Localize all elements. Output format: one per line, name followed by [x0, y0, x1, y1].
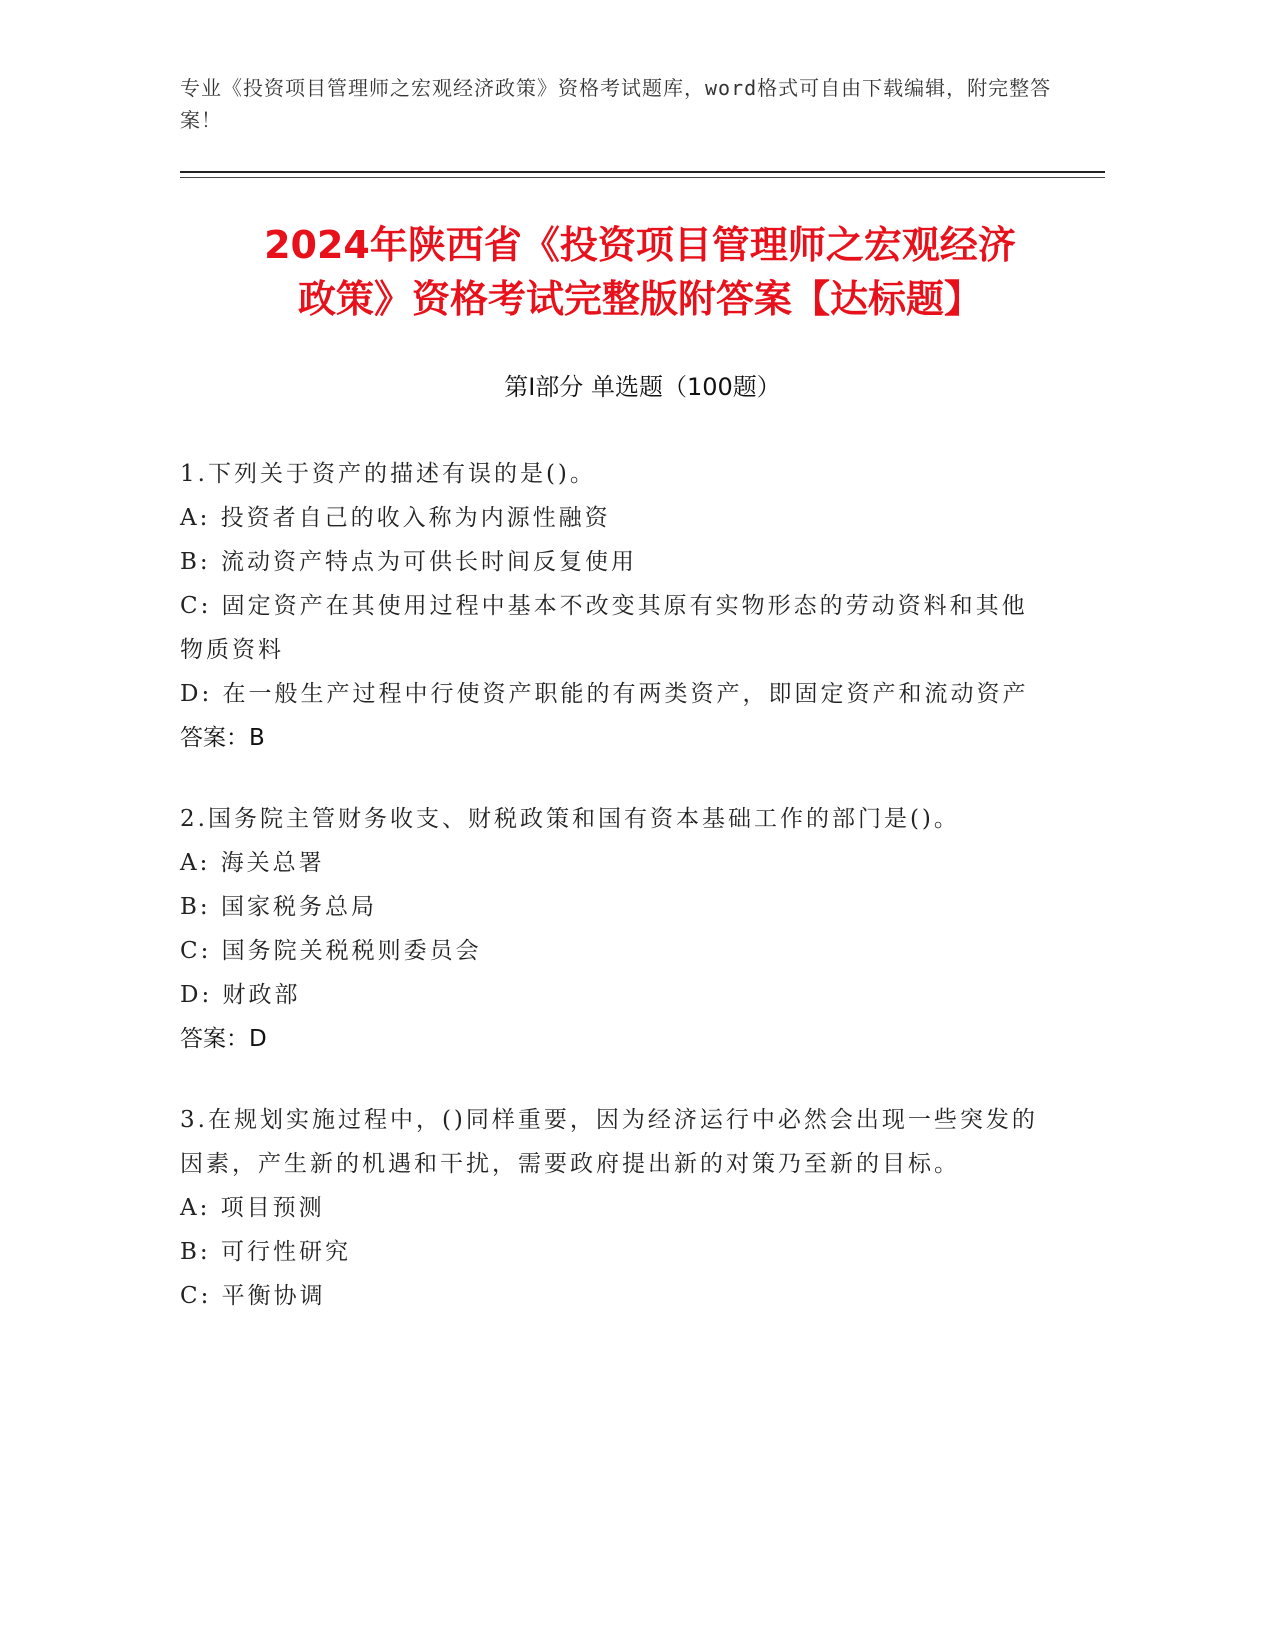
header-note: 专业《投资项目管理师之宏观经济政策》资格考试题库，word格式可自由下载编辑，附完整答案！	[180, 76, 1052, 132]
option-c: C: 固定资产在其使用过程中基本不改变其原有实物形态的劳动资料和其他物质资料	[180, 593, 1028, 663]
option-a: A: 项目预测	[180, 1195, 325, 1221]
option-c: C: 国务院关税税则委员会	[180, 938, 482, 964]
option-d: D: 财政部	[180, 982, 301, 1008]
option-b: B: 国家税务总局	[180, 894, 377, 920]
header-divider-thick	[180, 171, 1105, 173]
question-stem: 1.下列关于资产的描述有误的是()。	[180, 461, 596, 487]
question-list	[180, 452, 1040, 1355]
option-b: B: 可行性研究	[180, 1239, 351, 1265]
option-a: A: 海关总署	[180, 850, 325, 876]
option-b: B: 流动资产特点为可供长时间反复使用	[180, 549, 637, 575]
question-2	[180, 797, 1040, 1061]
section-title: 第I部分 单选题（100题）	[504, 373, 781, 401]
title-line-1: 2024年陕西省《投资项目管理师之宏观经济	[264, 223, 1016, 267]
title-line-2: 政策》资格考试完整版附答案【达标题】	[297, 277, 982, 321]
answer-line: 答案：B	[180, 725, 265, 751]
question-3	[180, 1098, 1040, 1318]
option-d: D: 在一般生产过程中行使资产职能的有两类资产，即固定资产和流动资产	[180, 681, 1029, 707]
question-stem: 3.在规划实施过程中，()同样重要，因为经济运行中必然会出现一些突发的因素，产生新的机遇和干扰，需要政府提出新的对策乃至新的目标。	[180, 1107, 1038, 1177]
document-title	[140, 218, 1140, 326]
answer-line: 答案：D	[180, 1026, 267, 1052]
option-c: C: 平衡协调	[180, 1283, 326, 1309]
question-1	[180, 452, 1040, 760]
question-stem: 2.国务院主管财务收支、财税政策和国有资本基础工作的部门是()。	[180, 806, 960, 832]
option-a: A: 投资者自己的收入称为内源性融资	[180, 505, 611, 531]
header-divider-thin	[180, 177, 1105, 178]
